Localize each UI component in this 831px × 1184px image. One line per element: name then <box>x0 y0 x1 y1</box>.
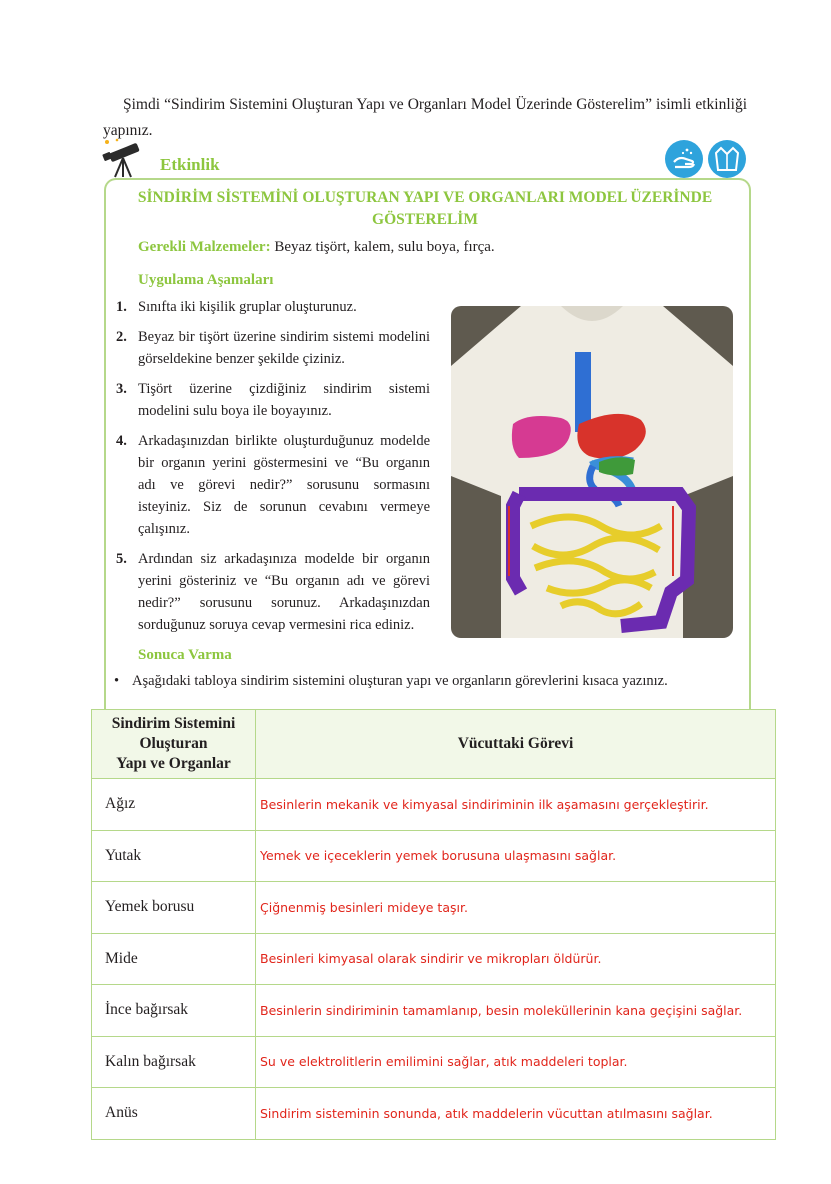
table-row <box>92 779 776 831</box>
organ-cell: Kalın bağırsak <box>92 1036 256 1088</box>
activity-title: SİNDİRİM SİSTEMİNİ OLUŞTURAN YAPI VE ORGANLARI MODEL ÜZERİNDE GÖSTERELİM <box>137 189 713 228</box>
organ-cell: İnce bağırsak <box>92 985 256 1037</box>
step-item: 2. Beyaz bir tişört üzerine sindirim sistemi modelini görseldekine benzer şekilde çiziniz. <box>116 329 430 367</box>
function-cell: Besinlerin mekanik ve kimyasal sindiriminin ilk aşamasını gerçekleştirir. <box>256 779 776 831</box>
steps-heading: Uygulama Aşamaları <box>138 272 274 288</box>
organ-cell: Yutak <box>92 830 256 882</box>
materials-line <box>138 239 495 256</box>
conclusion-bullet: • Aşağıdaki tabloya sindirim sistemini oluşturan yapı ve organların görevlerini kısaca yazınız. <box>114 673 668 689</box>
table-row <box>92 1088 776 1140</box>
table-row <box>92 882 776 934</box>
lab-coat-icon <box>708 140 746 178</box>
header-function: Vücuttaki Görevi <box>256 710 776 779</box>
hand-wash-icon <box>665 140 703 178</box>
organ-cell: Yemek borusu <box>92 882 256 934</box>
function-cell: Besinleri kimyasal olarak sindirir ve mikropları öldürür. <box>256 933 776 985</box>
header-organs: Sindirim Sistemini Oluşturan Yapı ve Organlar <box>92 710 256 779</box>
organ-function-table <box>91 709 776 1140</box>
telescope-icon <box>101 138 145 178</box>
tshirt-model-photo <box>451 306 733 638</box>
steps-list <box>112 296 430 644</box>
function-cell: Besinlerin sindiriminin tamamlanıp, besin moleküllerinin kana geçişini sağlar. <box>256 985 776 1037</box>
materials-label: Gerekli Malzemeler: <box>138 239 271 255</box>
function-cell: Yemek ve içeceklerin yemek borusuna ulaşmasını sağlar. <box>256 830 776 882</box>
function-cell: Sindirim sisteminin sonunda, atık maddelerin vücuttan atılmasını sağlar. <box>256 1088 776 1140</box>
function-cell: Çiğnenmiş besinleri mideye taşır. <box>256 882 776 934</box>
table-row <box>92 985 776 1037</box>
table-header-row <box>92 710 776 779</box>
step-item: 1. Sınıfta iki kişilik gruplar oluşturunuz. <box>116 299 357 315</box>
table-row <box>92 933 776 985</box>
activity-label: Etkinlik <box>160 155 220 174</box>
step-item: 5. Ardından siz arkadaşınıza modelde bir organın yerini gösteriniz ve “Bu organın adı ve görevi nedir?” sorusunu sorunuz. Arkadaşınızdan sorduğunuz soruya cevap vermesini rica ediniz. <box>116 551 430 633</box>
table-row <box>92 830 776 882</box>
materials-text: Beyaz tişört, kalem, sulu boya, fırça. <box>274 239 495 255</box>
intro-paragraph: Şimdi “Sindirim Sistemini Oluşturan Yapı ve Organları Model Üzerinde Gösterelim” isimli etkinliği yapınız. <box>103 95 747 139</box>
step-item: 4. Arkadaşınızdan birlikte oluşturduğunuz modelde bir organın yerini göstermesini ve “Bu organın adı ve görevi nedir?” sorusunu sormasını isteyiniz. Siz de sorunun cevabını vermeye çalışınız. <box>116 433 430 537</box>
step-item: 3. Tişört üzerine çizdiğiniz sindirim sistemi modelini sulu boya ile boyayınız. <box>116 381 430 419</box>
organ-cell: Mide <box>92 933 256 985</box>
function-cell: Su ve elektrolitlerin emilimini sağlar, atık maddeleri toplar. <box>256 1036 776 1088</box>
conclusion-heading: Sonuca Varma <box>138 647 232 663</box>
organ-cell: Anüs <box>92 1088 256 1140</box>
organ-cell: Ağız <box>92 779 256 831</box>
table-row <box>92 1036 776 1088</box>
